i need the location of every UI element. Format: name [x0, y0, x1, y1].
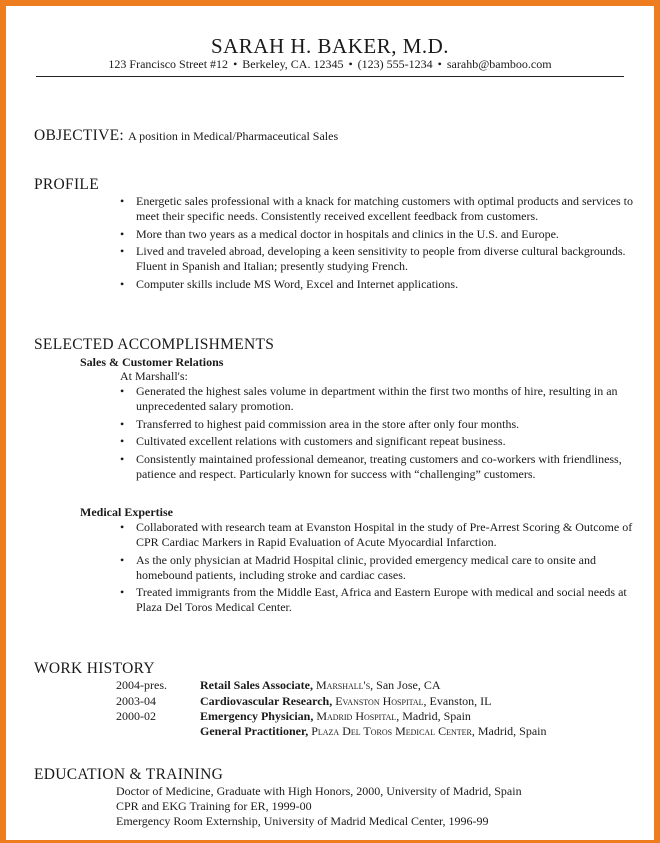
profile-heading: PROFILE [34, 176, 99, 193]
list-item: • Consistently maintained professional demeanor, treating customers and co-workers with friendliness, patience and respect. Particularly known for success with “challenging” customers. [120, 452, 634, 482]
separator-dot: • [233, 57, 238, 71]
work-row [116, 694, 492, 709]
work-employer: Madrid Hospital [316, 709, 397, 723]
work-row [116, 678, 441, 693]
education-heading: EDUCATION & TRAINING [34, 766, 224, 783]
separator-dot: • [437, 57, 442, 71]
address: 123 Francisco Street #12 [108, 57, 229, 71]
work-location: , Madrid, Spain [396, 709, 471, 723]
sales-subheading: Sales & Customer Relations [80, 355, 224, 369]
separator-dot: • [348, 57, 353, 71]
accomplishments-heading: SELECTED ACCOMPLISHMENTS [34, 336, 275, 353]
work-employer: Marshall's [316, 678, 371, 692]
education-line: Emergency Room Externship, University of Madrid Medical Center, 1996-99 [116, 814, 489, 828]
education-line: Doctor of Medicine, Graduate with High Honors, 2000, University of Madrid, Spain [116, 784, 522, 798]
sales-block [120, 369, 634, 484]
medical-block [120, 520, 640, 618]
list-item: • As the only physician at Madrid Hospital clinic, provided emergency medical care to onsite and homebound patients, including stroke and cardiac cases. [120, 553, 640, 583]
sales-intro: At Marshall's: [120, 369, 188, 383]
work-location: , Evanston, IL [423, 694, 492, 708]
list-item: • Collaborated with research team at Evanston Hospital in the study of Pre-Arrest Scoring & Outcome of CPR Cardiac Markers in Rapid Evaluation of Acute Myocardial Infarction. [120, 520, 640, 550]
work-title: General Practitioner, [200, 724, 309, 738]
list-item: • Energetic sales professional with a knack for matching customers with optimal products and services to meet their specific needs. Consistently received excellent feedback from customers. [120, 194, 634, 224]
work-title: Emergency Physician, [200, 709, 314, 723]
objective-heading: OBJECTIVE: [34, 127, 124, 144]
work-date: 2003-04 [116, 694, 156, 708]
list-item: • Lived and traveled abroad, developing a keen sensitivity to people from diverse cultural backgrounds. Fluent in Spanish and Italian; presently studying French. [120, 244, 634, 274]
work-location: , San Jose, CA [370, 678, 441, 692]
city: Berkeley, CA. 12345 [242, 57, 344, 71]
profile-list [120, 194, 634, 294]
objective-section [34, 127, 338, 145]
work-employer: Plaza Del Toros Medical Center [311, 724, 472, 738]
list-item: • Cultivated excellent relations with customers and significant repeat business. [120, 434, 634, 449]
list-item: • Treated immigrants from the Middle East, Africa and Eastern Europe with medical and social needs at Plaza Del Toros Medical Center. [120, 585, 640, 615]
list-item: • More than two years as a medical doctor in hospitals and clinics in the U.S. and Europe. [120, 227, 634, 242]
work-row [116, 724, 547, 739]
work-row [116, 709, 471, 724]
contact-line [6, 57, 654, 72]
list-item: • Transferred to highest paid commission area in the store after only four months. [120, 417, 634, 432]
list-item: • Generated the highest sales volume in department within the first two months of hire, resulting in an unprecedented salary promotion. [120, 384, 634, 414]
work-title: Retail Sales Associate, [200, 678, 313, 692]
work-date: 2004-pres. [116, 678, 167, 692]
education-line: CPR and EKG Training for ER, 1999-00 [116, 799, 312, 813]
work-date: 2000-02 [116, 709, 156, 723]
work-employer: Evanston Hospital [335, 694, 424, 708]
work-heading: WORK HISTORY [34, 660, 155, 677]
objective-text: A position in Medical/Pharmaceutical Sales [128, 129, 339, 143]
candidate-name: SARAH H. BAKER, M.D. [210, 34, 450, 58]
list-item: • Computer skills include MS Word, Excel and Internet applications. [120, 277, 634, 292]
email: sarahb@bamboo.com [446, 57, 552, 71]
work-title: Cardiovascular Research, [200, 694, 333, 708]
header-divider [36, 76, 624, 77]
phone: (123) 555-1234 [357, 57, 433, 71]
medical-subheading: Medical Expertise [80, 505, 173, 519]
work-location: , Madrid, Spain [471, 724, 547, 738]
